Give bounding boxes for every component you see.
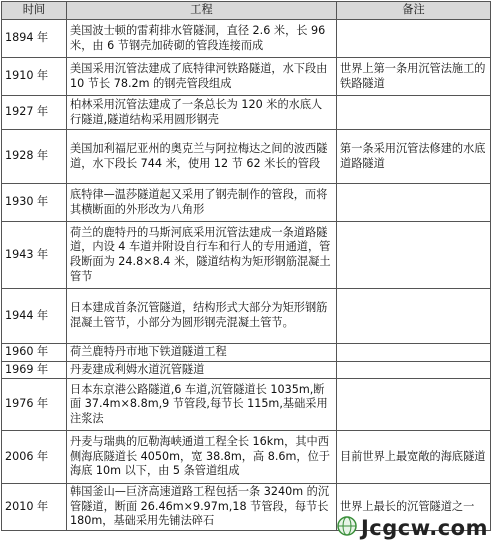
row-note <box>337 222 491 289</box>
row-project: 柏林采用沉管法建成了一条总长为 120 米的水底人行隧道,隧道结构采用圆形钢壳 <box>67 96 337 130</box>
row-project: 丹麦与瑞典的厄勒海峡通道工程全长 16km，其中西侧海底隧道长 4050m，宽 38.8m，高 8.6m，位于海底 10m 以下，由 5 条管道组成 <box>67 431 337 484</box>
row-note <box>337 379 491 431</box>
row-project: 日本建成首条沉管隧道，结构形式大部分为矩形钢筋混凝土管节，小部分为圆形钢壳混凝土管节。 <box>67 289 337 344</box>
row-project: 韩国釜山—巨济高速道路工程包括一条 3240m 的沉管隧道，断面 26.46m×9.97m,18 节管段，每节长 180m，基础采用先铺法碎石 <box>67 484 337 531</box>
row-project: 日本东京港公路隧道,6 车道,沉管隧道长 1035m,断面 37.4m×8.8m,9 节管段,每节长 115m,基础采用注浆法 <box>67 379 337 431</box>
table-row <box>2 361 491 379</box>
row-project: 荷兰的鹿特丹的马斯河底采用沉管法建成一条道路隧道，内设 4 车道并附设自行车和行人的专用通道，管段断面为 24.8×8.4 米，隧道结构为矩形钢筋混凝土管节 <box>67 222 337 289</box>
row-year: 1928 年 <box>2 130 67 184</box>
row-project: 荷兰鹿特丹市地下铁道隧道工程 <box>67 344 337 362</box>
table-row <box>2 20 491 58</box>
table-row <box>2 222 491 289</box>
row-year: 1960 年 <box>2 344 67 362</box>
row-year: 1927 年 <box>2 96 67 130</box>
site-watermark <box>336 515 488 541</box>
row-note <box>337 184 491 222</box>
table-row <box>2 289 491 344</box>
row-project: 美国波士顿的雷莉排水管隧洞，直径 2.6 米，长 96 米，由 6 节钢壳加砖砌的管段连接而成 <box>67 20 337 58</box>
row-year: 1976 年 <box>2 379 67 431</box>
table-row <box>2 184 491 222</box>
history-table <box>1 1 491 531</box>
table-row <box>2 431 491 484</box>
table-header-row <box>2 2 491 20</box>
row-note <box>337 96 491 130</box>
row-note: 第一条采用沉管法修建的水底道路隧道 <box>337 130 491 184</box>
table-row <box>2 96 491 130</box>
header-project: 工程 <box>67 2 337 20</box>
row-year: 1943 年 <box>2 222 67 289</box>
table-row <box>2 130 491 184</box>
row-project: 丹麦建成利姆水道沉管隧道 <box>67 361 337 379</box>
row-note <box>337 344 491 362</box>
header-note: 备注 <box>337 2 491 20</box>
table-row <box>2 379 491 431</box>
row-year: 1910 年 <box>2 58 67 96</box>
row-project: 底特律—温莎隧道起又采用了钢壳制作的管段，而将其横断面的外形改为八角形 <box>67 184 337 222</box>
row-year: 1930 年 <box>2 184 67 222</box>
watermark-text: Jcgcw.com <box>360 516 488 540</box>
table-row <box>2 344 491 362</box>
row-year: 1894 年 <box>2 20 67 58</box>
row-project: 美国加利福尼亚州的奥克兰与阿拉梅达之间的波西隧道，水下段长 744 米，使用 12 节 62 米长的管段 <box>67 130 337 184</box>
row-note: 世界上第一条用沉管法施工的铁路隧道 <box>337 58 491 96</box>
row-year: 2006 年 <box>2 431 67 484</box>
row-year: 1969 年 <box>2 361 67 379</box>
row-note: 世界上最长的沉管隧道之一 <box>337 484 491 531</box>
row-year: 1944 年 <box>2 289 67 344</box>
row-note <box>337 289 491 344</box>
row-year: 2010 年 <box>2 484 67 531</box>
header-time: 时间 <box>2 2 67 20</box>
row-note <box>337 20 491 58</box>
row-note <box>337 361 491 379</box>
globe-icon <box>336 515 358 541</box>
row-project: 美国采用沉管法建成了底特律河铁路隧道，水下段由 10 节长 78.2m 的钢壳管段组成 <box>67 58 337 96</box>
row-note: 目前世界上最宽敞的海底隧道 <box>337 431 491 484</box>
table-row <box>2 58 491 96</box>
